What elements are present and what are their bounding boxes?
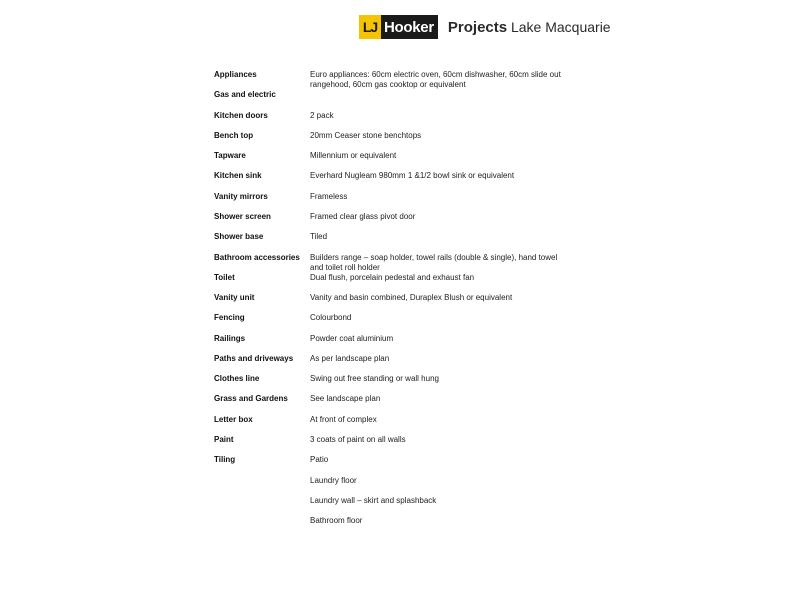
spec-value: See landscape plan (310, 394, 381, 403)
spec-value: Millennium or equivalent (310, 151, 397, 160)
spec-value: Patio (310, 455, 329, 464)
logo-hooker-box: Hooker (381, 15, 438, 39)
brand-location: Lake Macquarie (510, 18, 611, 35)
spec-label: Letter box (214, 415, 253, 424)
spec-value: At front of complex (310, 415, 377, 424)
spec-value: Builders range – soap holder, towel rails (double & single), hand towel and toilet roll holder (310, 253, 558, 272)
lj-hooker-projects-logo (359, 15, 611, 39)
spec-value: As per landscape plan (310, 354, 390, 363)
spec-label: Shower base (214, 232, 264, 241)
lj-hooker-logo-mark (359, 15, 438, 39)
spec-label: Vanity unit (214, 293, 255, 302)
logo-lj-box: LJ (359, 15, 381, 39)
spec-label: Kitchen doors (214, 111, 268, 120)
spec-value: Framed clear glass pivot door (310, 212, 416, 221)
spec-label: Appliances (214, 70, 257, 79)
spec-value: Everhard Nugleam 980mm 1 &1/2 bowl sink or equivalent (310, 171, 515, 180)
spec-value: Frameless (310, 192, 348, 201)
spec-label: Bench top (214, 131, 254, 140)
spec-value: Bathroom floor (310, 516, 363, 525)
brand-projects: Projects (447, 18, 508, 36)
spec-value: 2 pack (310, 111, 334, 120)
spec-value: Laundry wall – skirt and splashback (310, 496, 437, 505)
spec-label: Bathroom accessories (214, 253, 300, 262)
spec-label: Tiling (214, 455, 236, 464)
spec-value: Colourbond (310, 313, 352, 322)
spec-label: Gas and electric (214, 90, 276, 99)
spec-value: 20mm Ceaser stone benchtops (310, 131, 422, 140)
spec-label: Railings (214, 334, 246, 343)
spec-value: Laundry floor (310, 476, 357, 485)
brand-title (448, 19, 611, 36)
spec-label: Shower screen (214, 212, 271, 221)
spec-value: 3 coats of paint on all walls (310, 435, 406, 444)
spec-value: Vanity and basin combined, Duraplex Blush or equivalent (310, 293, 513, 302)
spec-label: Clothes line (214, 374, 260, 383)
spec-label: Paint (214, 435, 234, 444)
spec-value: Tiled (310, 232, 328, 241)
spec-value: Powder coat aluminium (310, 334, 394, 343)
spec-value: Swing out free standing or wall hung (310, 374, 439, 383)
spec-label: Vanity mirrors (214, 192, 268, 201)
spec-label: Kitchen sink (214, 171, 262, 180)
spec-value: Dual flush, porcelain pedestal and exhaust fan (310, 273, 475, 282)
spec-label: Fencing (214, 313, 245, 322)
spec-label: Tapware (214, 151, 246, 160)
spec-label: Grass and Gardens (214, 394, 288, 403)
spec-label: Paths and driveways (214, 354, 294, 363)
spec-value: Euro appliances: 60cm electric oven, 60cm dishwasher, 60cm slide out rangehood, 60cm gas cooktop or equivalent (310, 70, 561, 89)
spec-label: Toilet (214, 273, 235, 282)
